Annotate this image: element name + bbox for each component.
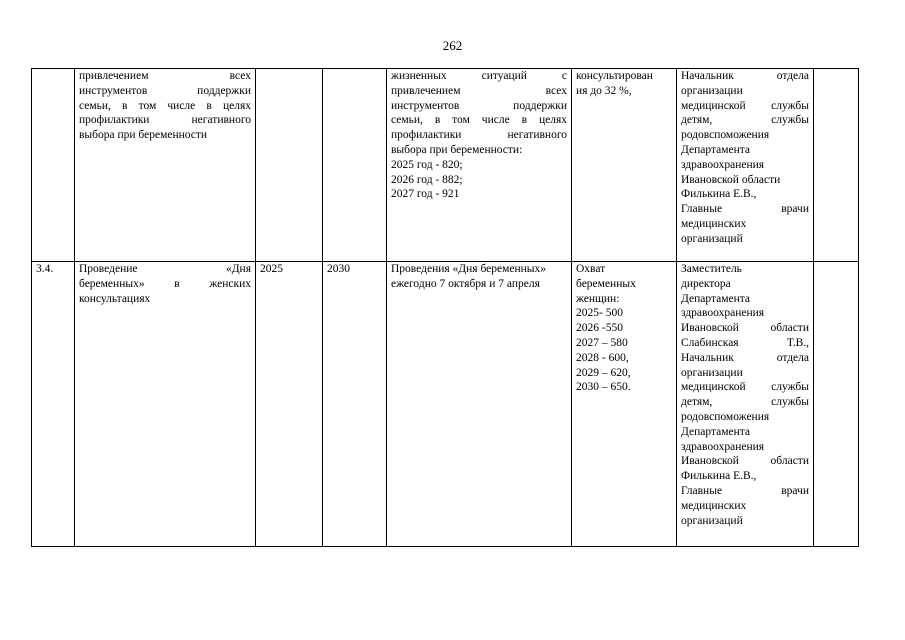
- text-line: медицинских: [681, 217, 747, 230]
- text-line: директора: [681, 277, 731, 290]
- text-line: родовспоможения: [681, 129, 770, 142]
- text-line: здравоохранения: [681, 158, 765, 171]
- text-line: 2028 - 600,: [576, 351, 629, 364]
- text-line: консультирован: [576, 70, 653, 82]
- text-line: Проведение «Дня: [79, 263, 251, 275]
- text-line: выбора при беременности:: [391, 143, 523, 156]
- text-line: Ивановской области: [681, 455, 809, 468]
- text-line: Ивановской области: [681, 173, 781, 186]
- cell-event: [75, 69, 256, 262]
- text-line: Слабинская Т.В.,: [681, 336, 809, 349]
- text-line: здравоохранения: [681, 440, 765, 453]
- text-line: родовспоможения: [681, 410, 770, 423]
- text-line: женщин:: [576, 292, 620, 305]
- text-line: Департамента: [681, 143, 751, 156]
- text-line: жизненных ситуаций с: [391, 70, 567, 82]
- text-line: 2029 – 620,: [576, 366, 631, 379]
- text-line: инструментов поддержки: [79, 84, 251, 97]
- table-row: [32, 262, 859, 547]
- text-line: Заместитель: [681, 263, 742, 275]
- text-line: Охват: [576, 263, 606, 275]
- text-line: организации: [681, 366, 743, 379]
- cell-result: [387, 262, 572, 547]
- text-line: привлечением всех: [391, 84, 567, 97]
- text-line: Департамента: [681, 425, 751, 438]
- text-line: детям, службы: [681, 114, 809, 127]
- text-line: Начальник отдела: [681, 70, 809, 82]
- cell-start-year: [256, 69, 323, 262]
- text-line: ия до 32 %,: [576, 84, 632, 97]
- text-line: семьи, в том числе в целях: [79, 99, 251, 112]
- text-line: Ивановской области: [681, 322, 809, 335]
- text-line: беременных» в женских: [79, 277, 251, 290]
- text-line: Филькина Е.В.,: [681, 188, 757, 201]
- plan-table: [31, 68, 859, 547]
- cell-indicator: [572, 69, 677, 262]
- text-line: 2025- 500: [576, 307, 623, 320]
- cell-responsible: [677, 69, 814, 262]
- text-line: организаций: [681, 232, 743, 245]
- cell-number: [32, 69, 75, 262]
- text-line: 2030 – 650.: [576, 381, 631, 394]
- text-line: Филькина Е.В.,: [681, 470, 757, 483]
- text-line: Проведения «Дня беременных»: [391, 263, 547, 275]
- text-line: профилактики негативного: [79, 114, 251, 127]
- cell-number: 3.4.: [32, 262, 75, 547]
- cell-end-year: 2030: [323, 262, 387, 547]
- text-line: медицинской службы: [681, 99, 809, 112]
- text-line: 2027 – 580: [576, 336, 628, 349]
- cell-indicator: [572, 262, 677, 547]
- text-line: медицинских: [681, 499, 747, 512]
- cell-event: [75, 262, 256, 547]
- text-line: ежегодно 7 октября и 7 апреля: [391, 277, 540, 290]
- text-line: 2026 год - 882;: [391, 173, 463, 186]
- page-number: 262: [442, 38, 463, 53]
- text-line: семьи, в том числе в целях: [391, 114, 567, 127]
- text-line: выбора при беременности: [79, 129, 208, 142]
- text-line: 2025 год - 820;: [391, 158, 463, 171]
- text-line: медицинской службы: [681, 381, 809, 394]
- text-line: организаций: [681, 514, 743, 527]
- cell-end-year: [323, 69, 387, 262]
- text-line: Главные врачи: [681, 484, 809, 497]
- cell-extra: [814, 262, 859, 547]
- text-line: инструментов поддержки: [391, 99, 567, 112]
- cell-extra: [814, 69, 859, 262]
- cell-result: [387, 69, 572, 262]
- text-line: организации: [681, 84, 743, 97]
- text-line: беременных: [576, 277, 636, 290]
- text-line: 2026 -550: [576, 322, 623, 335]
- text-line: Главные врачи: [681, 203, 809, 216]
- table-row: [32, 69, 859, 262]
- text-line: привлечением всех: [79, 70, 251, 82]
- text-line: здравоохранения: [681, 307, 765, 320]
- text-line: 2027 год - 921: [391, 188, 460, 201]
- text-line: детям, службы: [681, 396, 809, 409]
- text-line: Начальник отдела: [681, 351, 809, 364]
- text-line: Департамента: [681, 292, 751, 305]
- text-line: профилактики негативного: [391, 129, 567, 142]
- text-line: консультациях: [79, 292, 151, 305]
- cell-start-year: 2025: [256, 262, 323, 547]
- cell-responsible: [677, 262, 814, 547]
